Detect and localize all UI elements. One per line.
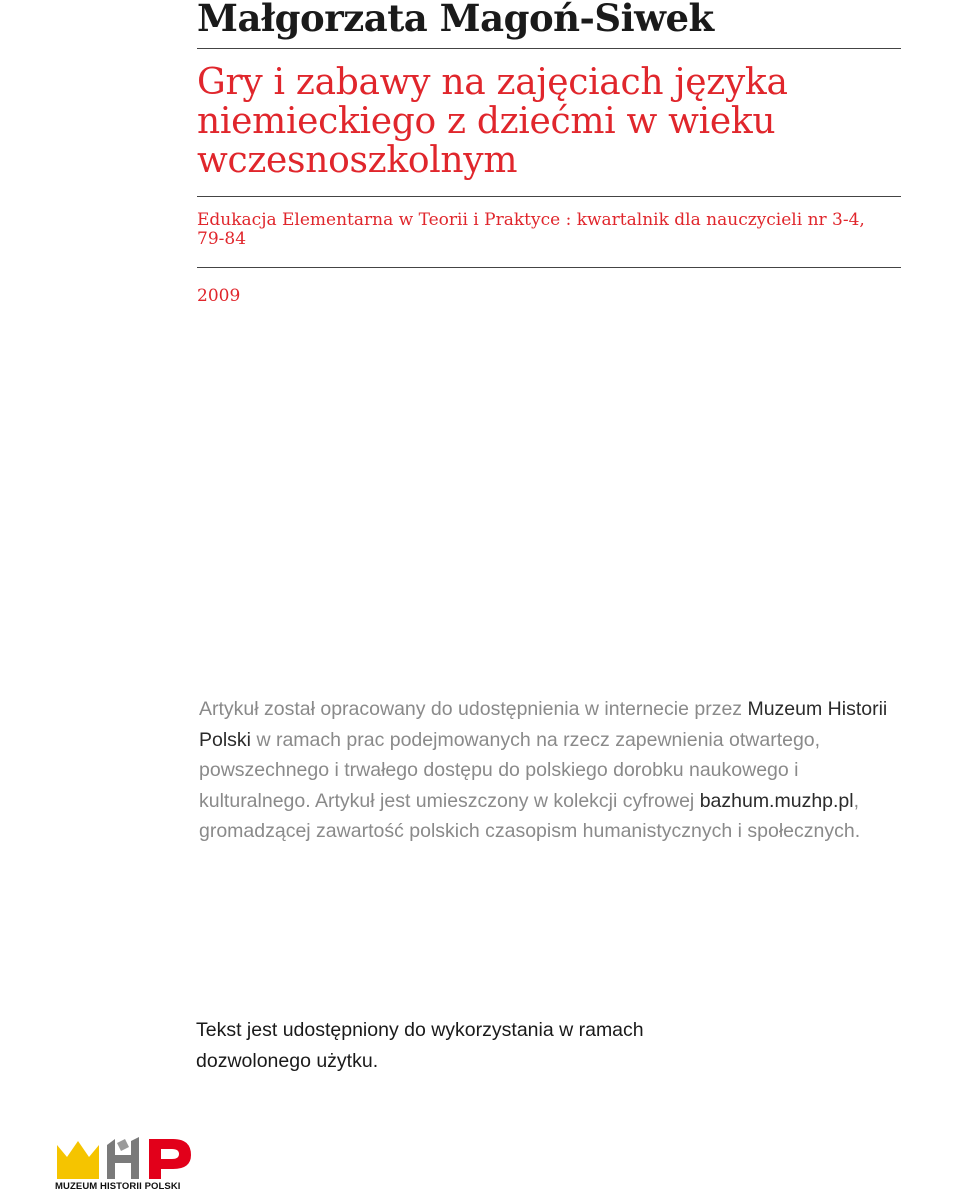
digitization-notice	[199, 694, 899, 847]
author-name: Małgorzata Magoń-Siwek	[197, 0, 714, 40]
institution-name: Muzeum Historii Polski	[199, 698, 888, 751]
source-citation: Edukacja Elementarna w Teorii i Praktyce : kwartalnik dla nauczycieli nr 3-4, 79-84	[197, 210, 865, 249]
divider-top	[197, 48, 901, 49]
article-title: Gry i zabawy na zajęciach języka niemieckiego z dziećmi w wieku wczesnoszkolnym	[197, 62, 788, 181]
notice-text-3: , gromadzącej zawartość polskich czasopism humanistycznych i społecznych.	[199, 789, 861, 842]
notice-text-2: w ramach prac podejmowanych na rzecz zapewnienia otwartego, powszechnego i trwałego dostępu do polskiego dorobku naukowego i kulturalnego. Artykuł jest umieszczony w kolekcji cyfrowej	[199, 728, 821, 812]
museum-logo	[55, 1135, 205, 1195]
publication-year: 2009	[197, 286, 241, 306]
divider-middle	[197, 196, 901, 197]
collection-site: bazhum.muzhp.pl	[699, 789, 854, 812]
museum-logo-text: MUZEUM HISTORII POLSKI	[55, 1181, 181, 1192]
divider-bottom	[197, 267, 901, 268]
notice-text-1: Artykuł został opracowany do udostępnienia w internecie przez	[199, 698, 748, 720]
usage-statement: Tekst jest udostępniony do wykorzystania w ramach dozwolonego użytku.	[196, 1019, 644, 1072]
museum-logo-mark-icon	[55, 1135, 205, 1181]
